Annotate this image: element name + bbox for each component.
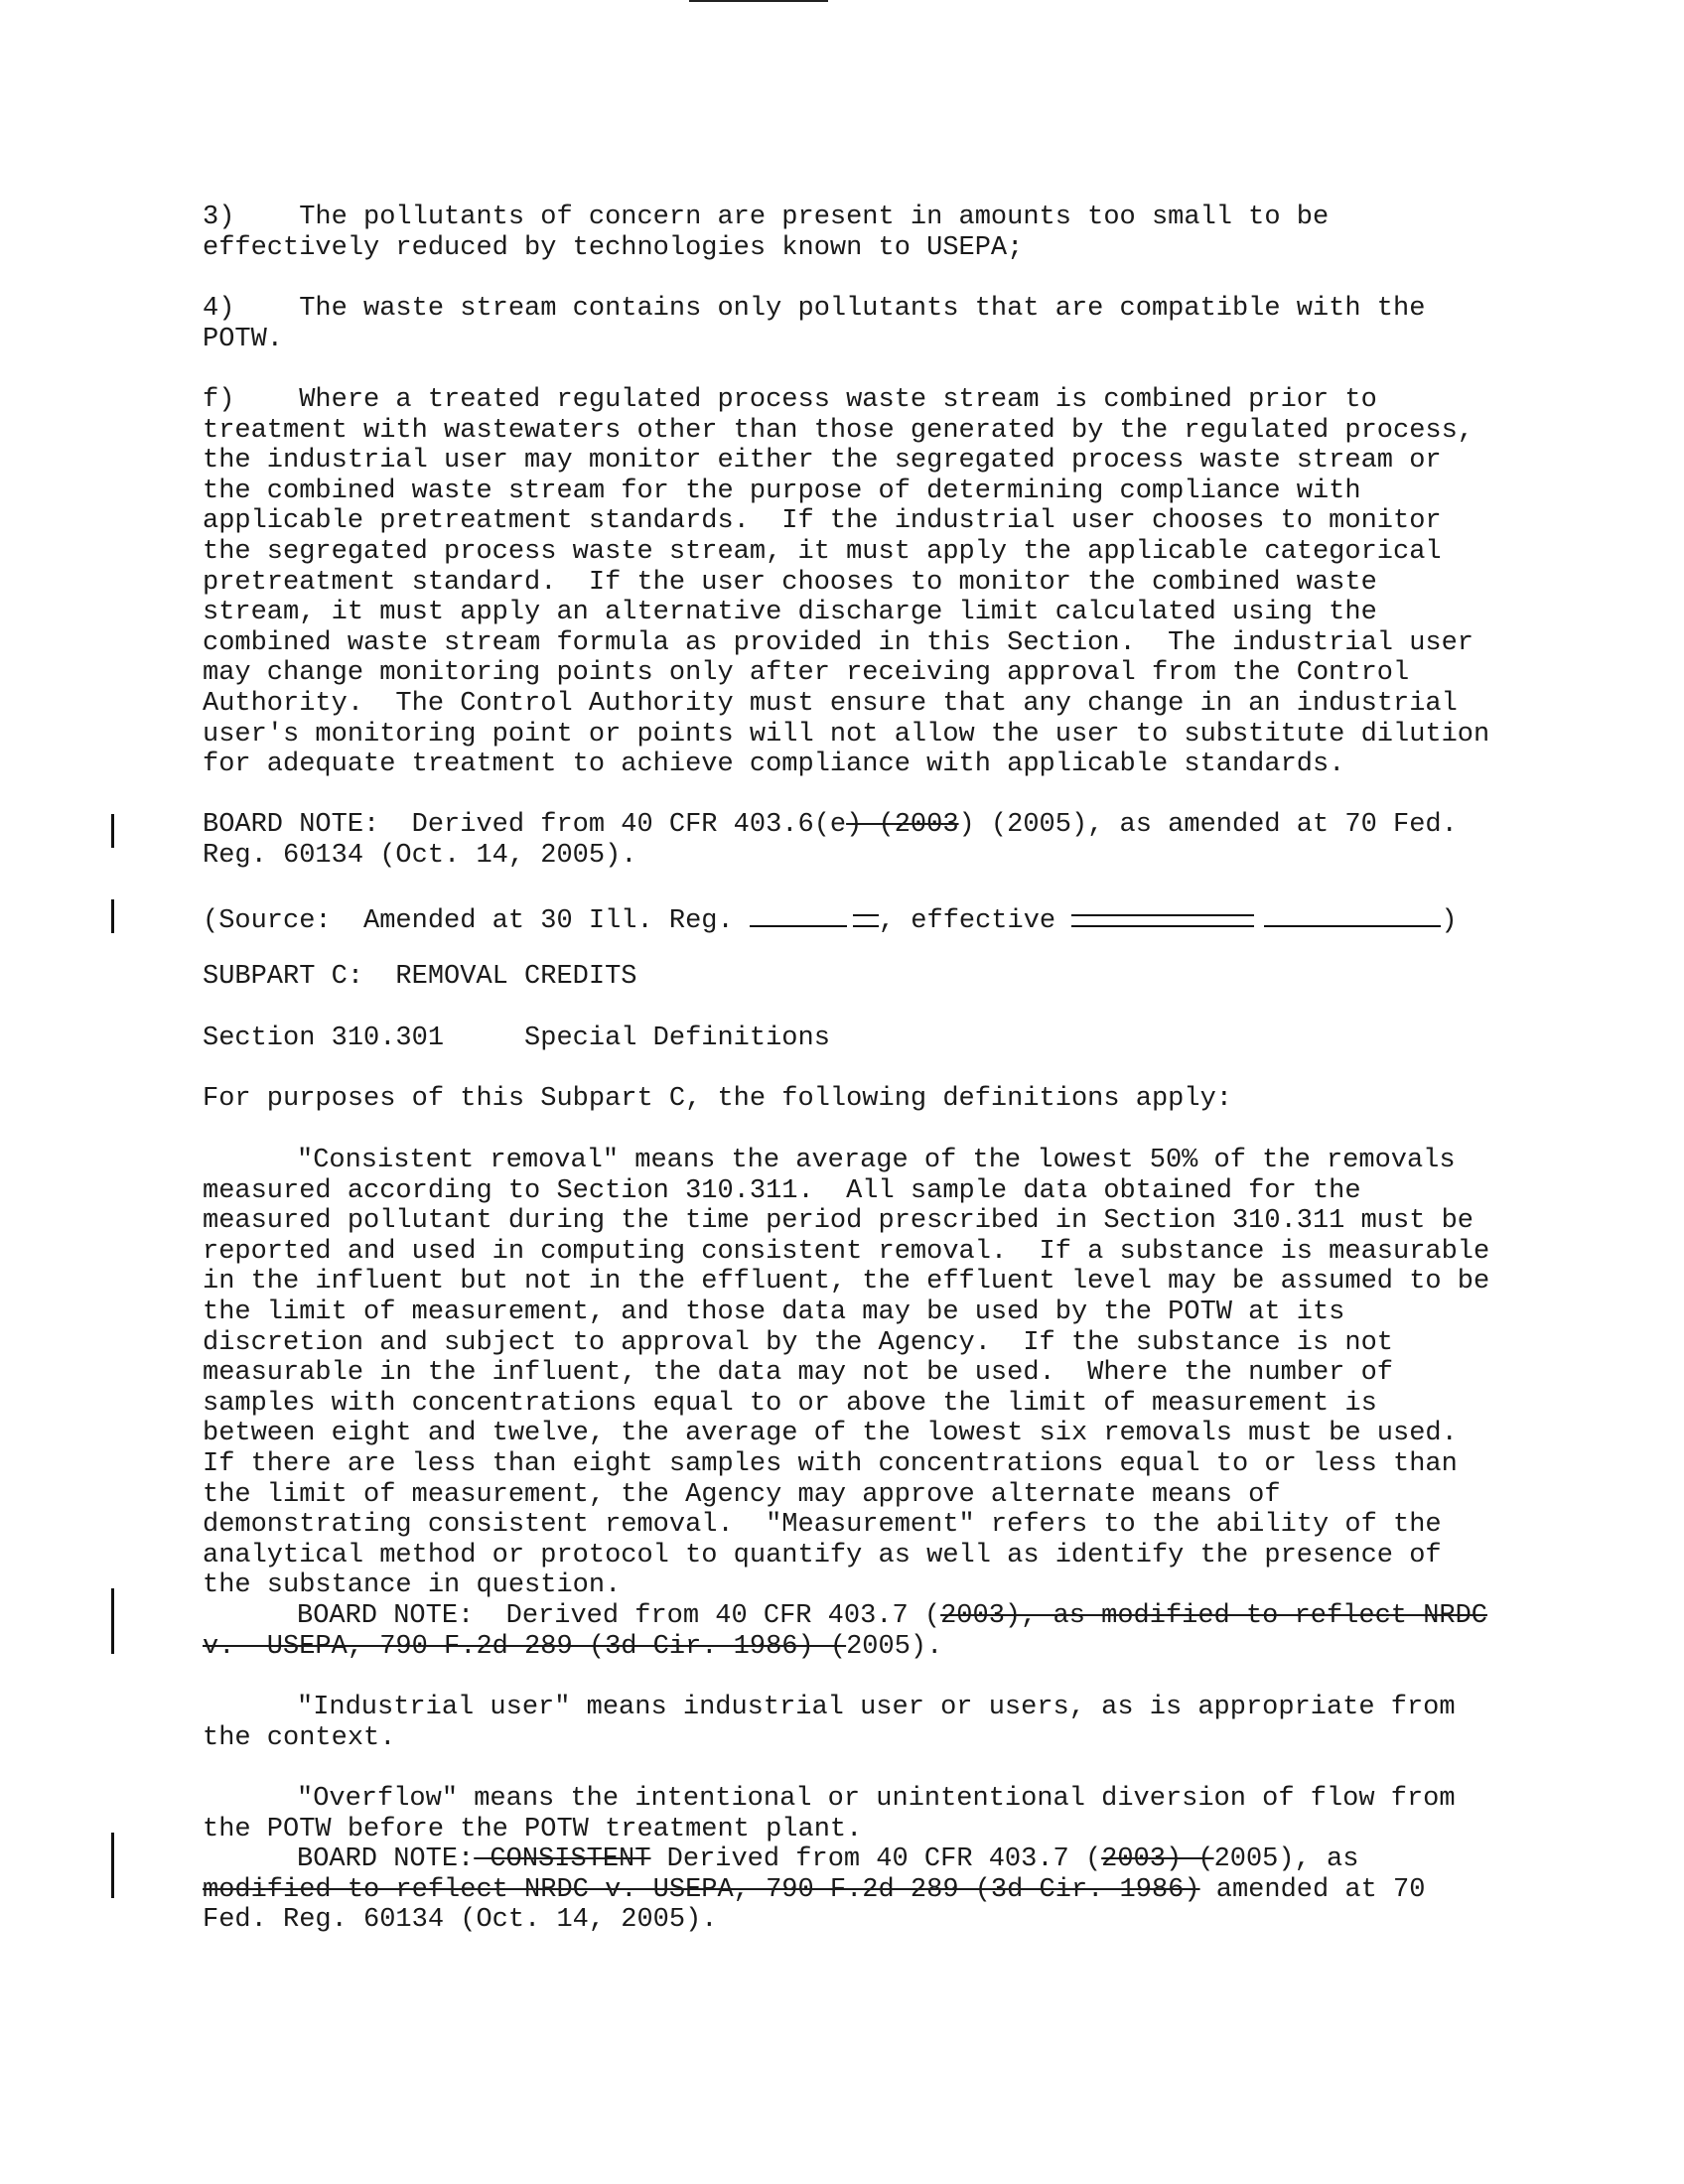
text-line: the limit of measurement, the Agency may approve alternate means of (203, 1479, 1281, 1510)
text-line: reported and used in computing consistent removal. If a substance is measurable (203, 1236, 1490, 1267)
text-line: the substance in question. (203, 1570, 622, 1601)
text-line: measured pollutant during the time period prescribed in Section 310.311 must be (203, 1206, 1474, 1237)
text-line: Reg. 60134 (Oct. 14, 2005). (203, 840, 637, 871)
text-line (203, 1875, 1593, 1906)
text-line: discretion and subject to approval by the Agency. If the substance is not (203, 1327, 1393, 1358)
register-blank (750, 901, 847, 927)
text-line: stream, it must apply an alternative discharge limit calculated using the (203, 598, 1377, 628)
text-line: for adequate treatment to achieve compliance with applicable standards. (203, 750, 1345, 780)
text-line: demonstrating consistent removal. "Measurement" refers to the ability of the (203, 1510, 1442, 1541)
change-bar (111, 1833, 114, 1898)
text-line: f) Where a treated regulated process waste stream is combined prior to (203, 385, 1377, 415)
effective-date-blank (1264, 901, 1441, 927)
text-line: the combined waste stream for the purpose of determining compliance with (203, 476, 1361, 506)
struck-text: modified to reflect NRDC v. USEPA, 790 F.2d 289 (3d Cir. 1986) (203, 1874, 1200, 1905)
definition-consistent-removal (203, 1146, 1593, 1662)
paragraph-4 (203, 294, 1593, 354)
struck-text: 2003), as modified to reflect NRDC (940, 1600, 1487, 1631)
note-text: 2005), as (1213, 1844, 1359, 1875)
text-line: effectively reduced by technologies known to USEPA; (203, 232, 1024, 263)
struck-text: 2003) ( (1101, 1844, 1214, 1875)
board-note-403-6 (203, 810, 1593, 871)
text-line: the POTW before the POTW treatment plant. (203, 1814, 863, 1844)
text-line: samples with concentrations equal to or above the limit of measurement is (203, 1388, 1377, 1419)
struck-blank (853, 901, 879, 927)
text-line: measured according to Section 310.311. All sample data obtained for the (203, 1175, 1361, 1206)
text-line (203, 1632, 1593, 1663)
note-text: BOARD NOTE: (297, 1844, 475, 1875)
note-text: amended at 70 (1199, 1874, 1426, 1905)
text-line: between eight and twelve, the average of the lowest six removals must be used. (203, 1419, 1458, 1449)
struck-text: CONSISTENT (474, 1844, 651, 1875)
text-line: in the influent but not in the effluent, the effluent level may be assumed to be (203, 1267, 1490, 1297)
paragraph-f (203, 385, 1593, 780)
text-line (203, 810, 1593, 841)
text-line: analytical method or protocol to quantify as well as identify the presence of (203, 1540, 1442, 1570)
change-bar (111, 1588, 114, 1654)
text-line: pretreatment standard. If the user chooses to monitor the combined waste (203, 567, 1377, 598)
paragraph-3 (203, 203, 1593, 263)
text-line: applicable pretreatment standards. If the industrial user chooses to monitor (203, 506, 1442, 537)
struck-text: ) (2003 (846, 810, 959, 840)
definitions-intro: For purposes of this Subpart C, the following definitions apply: (203, 1084, 1232, 1114)
text-line: POTW. (203, 324, 284, 354)
text-line: Fed. Reg. 60134 (Oct. 14, 2005). (203, 1905, 718, 1936)
text-line: "Overflow" means the intentional or unintentional diversion of flow from (297, 1784, 1456, 1814)
text-line (203, 1844, 1593, 1875)
text-line: 3) The pollutants of concern are present in amounts too small to be (203, 203, 1330, 232)
source-text: (Source: Amended at 30 Ill. Reg. (203, 906, 750, 936)
text-line: measurable in the influent, the data may not be used. Where the number of (203, 1358, 1393, 1389)
text-line: treatment with wastewaters other than those generated by the regulated process, (203, 415, 1474, 446)
text-line: the industrial user may monitor either the segregated process waste stream or (203, 446, 1442, 477)
note-text: 2005). (846, 1631, 943, 1662)
note-text: ) (2005), as amended at 70 Fed. (958, 810, 1458, 840)
text-line: If there are less than eight samples with concentrations equal to or less than (203, 1448, 1458, 1479)
text-line: 4) The waste stream contains only pollutants that are compatible with the (203, 294, 1426, 324)
header-rule (689, 0, 828, 2)
text-line: Authority. The Control Authority must ensure that any change in an industrial (203, 688, 1458, 719)
subpart-heading: SUBPART C: REMOVAL CREDITS (203, 962, 637, 992)
change-bar (111, 899, 114, 933)
change-bar (111, 814, 114, 848)
text-line: the limit of measurement, and those data may be used by the POTW at its (203, 1297, 1345, 1327)
text-line: the segregated process waste stream, it must apply the applicable categorical (203, 536, 1442, 567)
definition-industrial-user (203, 1693, 1593, 1753)
text-line: may change monitoring points only after receiving approval from the Control (203, 658, 1410, 689)
note-text: BOARD NOTE: Derived from 40 CFR 403.6(e (203, 810, 847, 840)
source-text: , effective (878, 906, 1072, 936)
text-line: "Industrial user" means industrial user or users, as is appropriate from (297, 1693, 1456, 1722)
note-text: Derived from 40 CFR 403.7 ( (650, 1844, 1102, 1875)
text-line (203, 1601, 1593, 1632)
section-heading: Section 310.301 Special Definitions (203, 1024, 830, 1053)
text-line: "Consistent removal" means the average of the lowest 50% of the removals (297, 1146, 1456, 1175)
source-note (203, 901, 1593, 937)
text-line: user's monitoring point or points will not allow the user to substitute dilution (203, 719, 1490, 750)
text-line: the context. (203, 1722, 396, 1753)
definition-overflow (203, 1784, 1593, 1936)
note-text: BOARD NOTE: Derived from 40 CFR 403.7 ( (297, 1600, 941, 1631)
effective-date-blank-struck (1071, 901, 1254, 927)
source-text: ) (1441, 906, 1458, 936)
text-line: combined waste stream formula as provided in this Section. The industrial user (203, 627, 1474, 658)
struck-text: v. USEPA, 790 F.2d 289 (3d Cir. 1986) ( (203, 1631, 847, 1662)
